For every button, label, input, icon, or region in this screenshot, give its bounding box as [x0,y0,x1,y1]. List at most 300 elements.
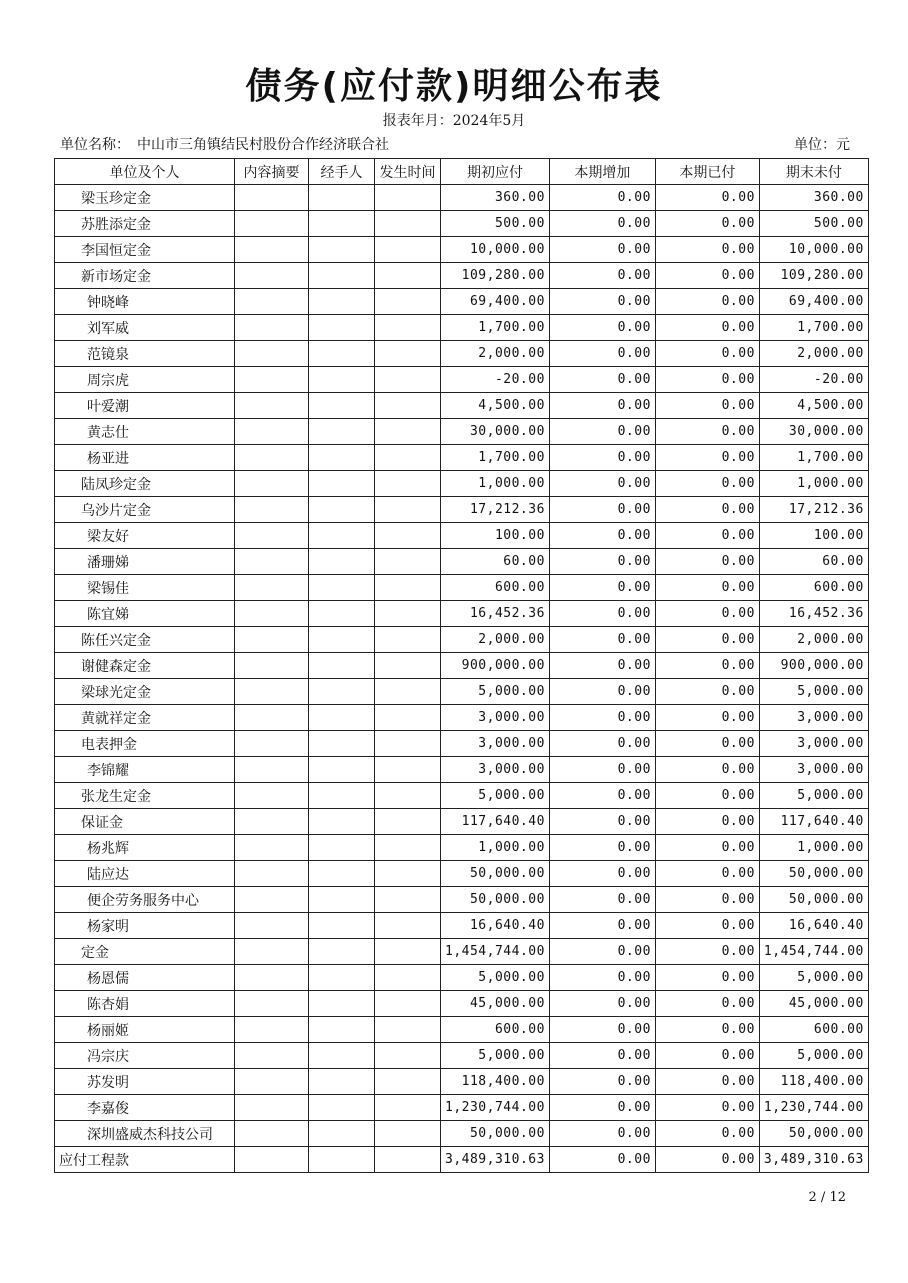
party-name: 张龙生定金 [55,783,235,809]
current-increase: 0.00 [549,575,655,601]
closing-unpaid: 117,640.40 [759,809,868,835]
current-paid: 0.00 [655,757,759,783]
table-row [55,185,869,211]
current-increase: 0.00 [549,471,655,497]
current-paid: 0.00 [655,1043,759,1069]
party-name: 李嘉俊 [55,1095,235,1121]
party-name: 梁玉珍定金 [55,185,235,211]
col-header-date: 发生时间 [375,159,441,185]
party-name: 杨兆辉 [55,835,235,861]
party-name: 苏发明 [55,1069,235,1095]
current-increase: 0.00 [549,887,655,913]
party-name: 保证金 [55,809,235,835]
closing-unpaid: 100.00 [759,523,868,549]
current-increase: 0.00 [549,1069,655,1095]
party-name: 陈任兴定金 [55,627,235,653]
closing-unpaid: 2,000.00 [759,341,868,367]
date-cell [375,471,441,497]
closing-unpaid: 600.00 [759,1017,868,1043]
date-cell [375,393,441,419]
handler-cell [309,549,375,575]
handler-cell [309,913,375,939]
summary-cell [235,913,309,939]
table-row [55,705,869,731]
closing-unpaid: 5,000.00 [759,783,868,809]
closing-unpaid: 50,000.00 [759,861,868,887]
closing-unpaid: 1,700.00 [759,315,868,341]
table-row [55,679,869,705]
current-paid: 0.00 [655,549,759,575]
opening-payable: -20.00 [441,367,550,393]
closing-unpaid: 17,212.36 [759,497,868,523]
opening-payable: 17,212.36 [441,497,550,523]
party-name: 冯宗庆 [55,1043,235,1069]
current-increase: 0.00 [549,289,655,315]
summary-cell [235,939,309,965]
handler-cell [309,1095,375,1121]
current-increase: 0.00 [549,965,655,991]
party-name: 陈宜娣 [55,601,235,627]
summary-cell [235,497,309,523]
handler-cell [309,653,375,679]
party-name: 陈杏娟 [55,991,235,1017]
summary-cell [235,1121,309,1147]
summary-cell [235,1095,309,1121]
table-row [55,575,869,601]
summary-cell [235,471,309,497]
summary-cell [235,679,309,705]
current-increase: 0.00 [549,731,655,757]
date-cell [375,757,441,783]
summary-cell [235,237,309,263]
handler-cell [309,679,375,705]
handler-cell [309,783,375,809]
current-paid: 0.00 [655,1121,759,1147]
table-row [55,497,869,523]
current-paid: 0.00 [655,185,759,211]
current-increase: 0.00 [549,627,655,653]
date-cell [375,367,441,393]
current-paid: 0.00 [655,497,759,523]
table-row [55,419,869,445]
closing-unpaid: 69,400.00 [759,289,868,315]
summary-cell [235,887,309,913]
handler-cell [309,939,375,965]
party-name: 定金 [55,939,235,965]
page-number: 2 / 12 [808,1190,846,1205]
handler-cell [309,523,375,549]
current-increase: 0.00 [549,653,655,679]
current-paid: 0.00 [655,445,759,471]
current-paid: 0.00 [655,1017,759,1043]
opening-payable: 3,000.00 [441,757,550,783]
closing-unpaid: 1,000.00 [759,471,868,497]
party-name: 叶爱潮 [55,393,235,419]
summary-cell [235,991,309,1017]
current-increase: 0.00 [549,315,655,341]
summary-cell [235,289,309,315]
summary-cell [235,653,309,679]
current-paid: 0.00 [655,393,759,419]
summary-cell [235,1017,309,1043]
party-name: 杨丽姬 [55,1017,235,1043]
date-cell [375,809,441,835]
date-cell [375,523,441,549]
summary-cell [235,1069,309,1095]
party-name: 应付工程款 [55,1147,235,1173]
closing-unpaid: 50,000.00 [759,1121,868,1147]
currency-unit: 单位：元 [794,137,850,153]
party-name: 黄志仕 [55,419,235,445]
current-paid: 0.00 [655,575,759,601]
date-cell [375,965,441,991]
col-header-summary: 内容摘要 [235,159,309,185]
current-increase: 0.00 [549,783,655,809]
current-increase: 0.00 [549,1121,655,1147]
table-row [55,809,869,835]
table-row [55,445,869,471]
opening-payable: 60.00 [441,549,550,575]
handler-cell [309,445,375,471]
opening-payable: 2,000.00 [441,341,550,367]
current-paid: 0.00 [655,835,759,861]
table-row [55,1043,869,1069]
summary-cell [235,861,309,887]
current-paid: 0.00 [655,783,759,809]
party-name: 深圳盛威杰科技公司 [55,1121,235,1147]
date-cell [375,575,441,601]
closing-unpaid: 109,280.00 [759,263,868,289]
table-row [55,523,869,549]
date-cell [375,601,441,627]
table-row [55,393,869,419]
current-paid: 0.00 [655,809,759,835]
current-paid: 0.00 [655,471,759,497]
opening-payable: 30,000.00 [441,419,550,445]
table-row [55,1017,869,1043]
current-increase: 0.00 [549,1147,655,1173]
date-cell [375,991,441,1017]
summary-cell [235,523,309,549]
table-row [55,627,869,653]
handler-cell [309,627,375,653]
current-increase: 0.00 [549,1095,655,1121]
opening-payable: 5,000.00 [441,783,550,809]
party-name: 乌沙片定金 [55,497,235,523]
current-increase: 0.00 [549,705,655,731]
opening-payable: 45,000.00 [441,991,550,1017]
current-increase: 0.00 [549,601,655,627]
party-name: 陆应达 [55,861,235,887]
date-cell [375,939,441,965]
closing-unpaid: 600.00 [759,575,868,601]
current-increase: 0.00 [549,549,655,575]
date-cell [375,627,441,653]
handler-cell [309,419,375,445]
date-cell [375,913,441,939]
table-row [55,783,869,809]
closing-unpaid: 1,230,744.00 [759,1095,868,1121]
opening-payable: 900,000.00 [441,653,550,679]
current-paid: 0.00 [655,887,759,913]
table-row [55,211,869,237]
opening-payable: 600.00 [441,1017,550,1043]
handler-cell [309,809,375,835]
table-row [55,471,869,497]
summary-cell [235,627,309,653]
date-cell [375,887,441,913]
report-period: 报表年月：2024年5月 [382,113,526,129]
closing-unpaid: 360.00 [759,185,868,211]
current-increase: 0.00 [549,861,655,887]
current-paid: 0.00 [655,315,759,341]
current-increase: 0.00 [549,237,655,263]
handler-cell [309,861,375,887]
current-paid: 0.00 [655,1147,759,1173]
opening-payable: 50,000.00 [441,887,550,913]
current-paid: 0.00 [655,705,759,731]
handler-cell [309,991,375,1017]
opening-payable: 100.00 [441,523,550,549]
party-name: 杨家明 [55,913,235,939]
party-name: 陆凤珍定金 [55,471,235,497]
closing-unpaid: 1,700.00 [759,445,868,471]
table-row [55,289,869,315]
col-header-paid: 本期已付 [655,159,759,185]
opening-payable: 1,700.00 [441,445,550,471]
closing-unpaid: 900,000.00 [759,653,868,679]
current-paid: 0.00 [655,653,759,679]
current-increase: 0.00 [549,419,655,445]
closing-unpaid: 3,000.00 [759,705,868,731]
header-row [55,159,869,185]
current-increase: 0.00 [549,497,655,523]
opening-payable: 16,640.40 [441,913,550,939]
closing-unpaid: 3,000.00 [759,731,868,757]
current-increase: 0.00 [549,809,655,835]
table-row [55,1147,869,1173]
opening-payable: 4,500.00 [441,393,550,419]
summary-cell [235,731,309,757]
opening-payable: 360.00 [441,185,550,211]
date-cell [375,1069,441,1095]
summary-cell [235,575,309,601]
current-increase: 0.00 [549,211,655,237]
table-row [55,861,869,887]
party-name: 黄就祥定金 [55,705,235,731]
table-row [55,1121,869,1147]
opening-payable: 1,454,744.00 [441,939,550,965]
opening-payable: 10,000.00 [441,237,550,263]
party-name: 电表押金 [55,731,235,757]
summary-cell [235,341,309,367]
table-row [55,991,869,1017]
party-name: 杨恩儒 [55,965,235,991]
opening-payable: 500.00 [441,211,550,237]
closing-unpaid: 3,000.00 [759,757,868,783]
summary-cell [235,783,309,809]
table-row [55,653,869,679]
table-row [55,757,869,783]
current-paid: 0.00 [655,991,759,1017]
table-row [55,913,869,939]
current-increase: 0.00 [549,939,655,965]
date-cell [375,263,441,289]
handler-cell [309,835,375,861]
date-cell [375,1043,441,1069]
opening-payable: 5,000.00 [441,965,550,991]
handler-cell [309,757,375,783]
party-name: 李国恒定金 [55,237,235,263]
current-paid: 0.00 [655,1069,759,1095]
current-paid: 0.00 [655,627,759,653]
handler-cell [309,289,375,315]
summary-cell [235,549,309,575]
date-cell [375,705,441,731]
table-row [55,965,869,991]
date-cell [375,731,441,757]
summary-cell [235,367,309,393]
current-paid: 0.00 [655,679,759,705]
current-paid: 0.00 [655,263,759,289]
col-header-party: 单位及个人 [55,159,235,185]
party-name: 梁友好 [55,523,235,549]
date-cell [375,679,441,705]
closing-unpaid: 500.00 [759,211,868,237]
party-name: 钟晓峰 [55,289,235,315]
summary-cell [235,419,309,445]
date-cell [375,549,441,575]
date-cell [375,497,441,523]
ledger-body [55,185,869,1173]
closing-unpaid: 50,000.00 [759,887,868,913]
date-cell [375,211,441,237]
closing-unpaid: 3,489,310.63 [759,1147,868,1173]
current-increase: 0.00 [549,445,655,471]
current-increase: 0.00 [549,1043,655,1069]
current-increase: 0.00 [549,679,655,705]
table-row [55,367,869,393]
handler-cell [309,263,375,289]
opening-payable: 117,640.40 [441,809,550,835]
closing-unpaid: 2,000.00 [759,627,868,653]
current-paid: 0.00 [655,939,759,965]
table-row [55,549,869,575]
table-row [55,1095,869,1121]
party-name: 便企劳务服务中心 [55,887,235,913]
handler-cell [309,1121,375,1147]
page-title: 债务(应付款)明细公布表 [245,66,663,107]
table-row [55,263,869,289]
handler-cell [309,341,375,367]
unit-name: 单位名称： 中山市三角镇结民村股份合作经济联合社 [60,137,389,153]
date-cell [375,445,441,471]
current-paid: 0.00 [655,341,759,367]
opening-payable: 1,000.00 [441,471,550,497]
summary-cell [235,965,309,991]
party-name: 李锦耀 [55,757,235,783]
opening-payable: 109,280.00 [441,263,550,289]
current-increase: 0.00 [549,835,655,861]
opening-payable: 3,000.00 [441,731,550,757]
opening-payable: 16,452.36 [441,601,550,627]
date-cell [375,835,441,861]
current-paid: 0.00 [655,601,759,627]
closing-unpaid: 5,000.00 [759,965,868,991]
current-increase: 0.00 [549,523,655,549]
current-increase: 0.00 [549,341,655,367]
col-header-opening: 期初应付 [441,159,550,185]
table-row [55,731,869,757]
current-increase: 0.00 [549,393,655,419]
opening-payable: 50,000.00 [441,861,550,887]
party-name: 苏胜添定金 [55,211,235,237]
date-cell [375,419,441,445]
handler-cell [309,575,375,601]
opening-payable: 1,000.00 [441,835,550,861]
opening-payable: 1,700.00 [441,315,550,341]
summary-cell [235,263,309,289]
current-increase: 0.00 [549,367,655,393]
party-name: 周宗虎 [55,367,235,393]
closing-unpaid: -20.00 [759,367,868,393]
summary-cell [235,185,309,211]
opening-payable: 3,489,310.63 [441,1147,550,1173]
handler-cell [309,1147,375,1173]
handler-cell [309,237,375,263]
date-cell [375,341,441,367]
party-name: 梁锡佳 [55,575,235,601]
handler-cell [309,887,375,913]
current-increase: 0.00 [549,263,655,289]
handler-cell [309,393,375,419]
date-cell [375,653,441,679]
current-increase: 0.00 [549,991,655,1017]
summary-cell [235,601,309,627]
handler-cell [309,471,375,497]
opening-payable: 5,000.00 [441,1043,550,1069]
date-cell [375,1095,441,1121]
summary-cell [235,835,309,861]
summary-cell [235,1043,309,1069]
closing-unpaid: 45,000.00 [759,991,868,1017]
party-name: 范镜泉 [55,341,235,367]
current-increase: 0.00 [549,757,655,783]
handler-cell [309,315,375,341]
date-cell [375,1017,441,1043]
table-row [55,887,869,913]
closing-unpaid: 16,452.36 [759,601,868,627]
summary-cell [235,393,309,419]
summary-cell [235,315,309,341]
summary-cell [235,445,309,471]
ledger-table [54,158,869,1173]
current-paid: 0.00 [655,289,759,315]
current-paid: 0.00 [655,237,759,263]
summary-cell [235,809,309,835]
handler-cell [309,705,375,731]
date-cell [375,237,441,263]
current-increase: 0.00 [549,185,655,211]
current-paid: 0.00 [655,913,759,939]
summary-cell [235,705,309,731]
table-row [55,237,869,263]
handler-cell [309,601,375,627]
date-cell [375,1147,441,1173]
closing-unpaid: 10,000.00 [759,237,868,263]
handler-cell [309,1069,375,1095]
current-paid: 0.00 [655,731,759,757]
